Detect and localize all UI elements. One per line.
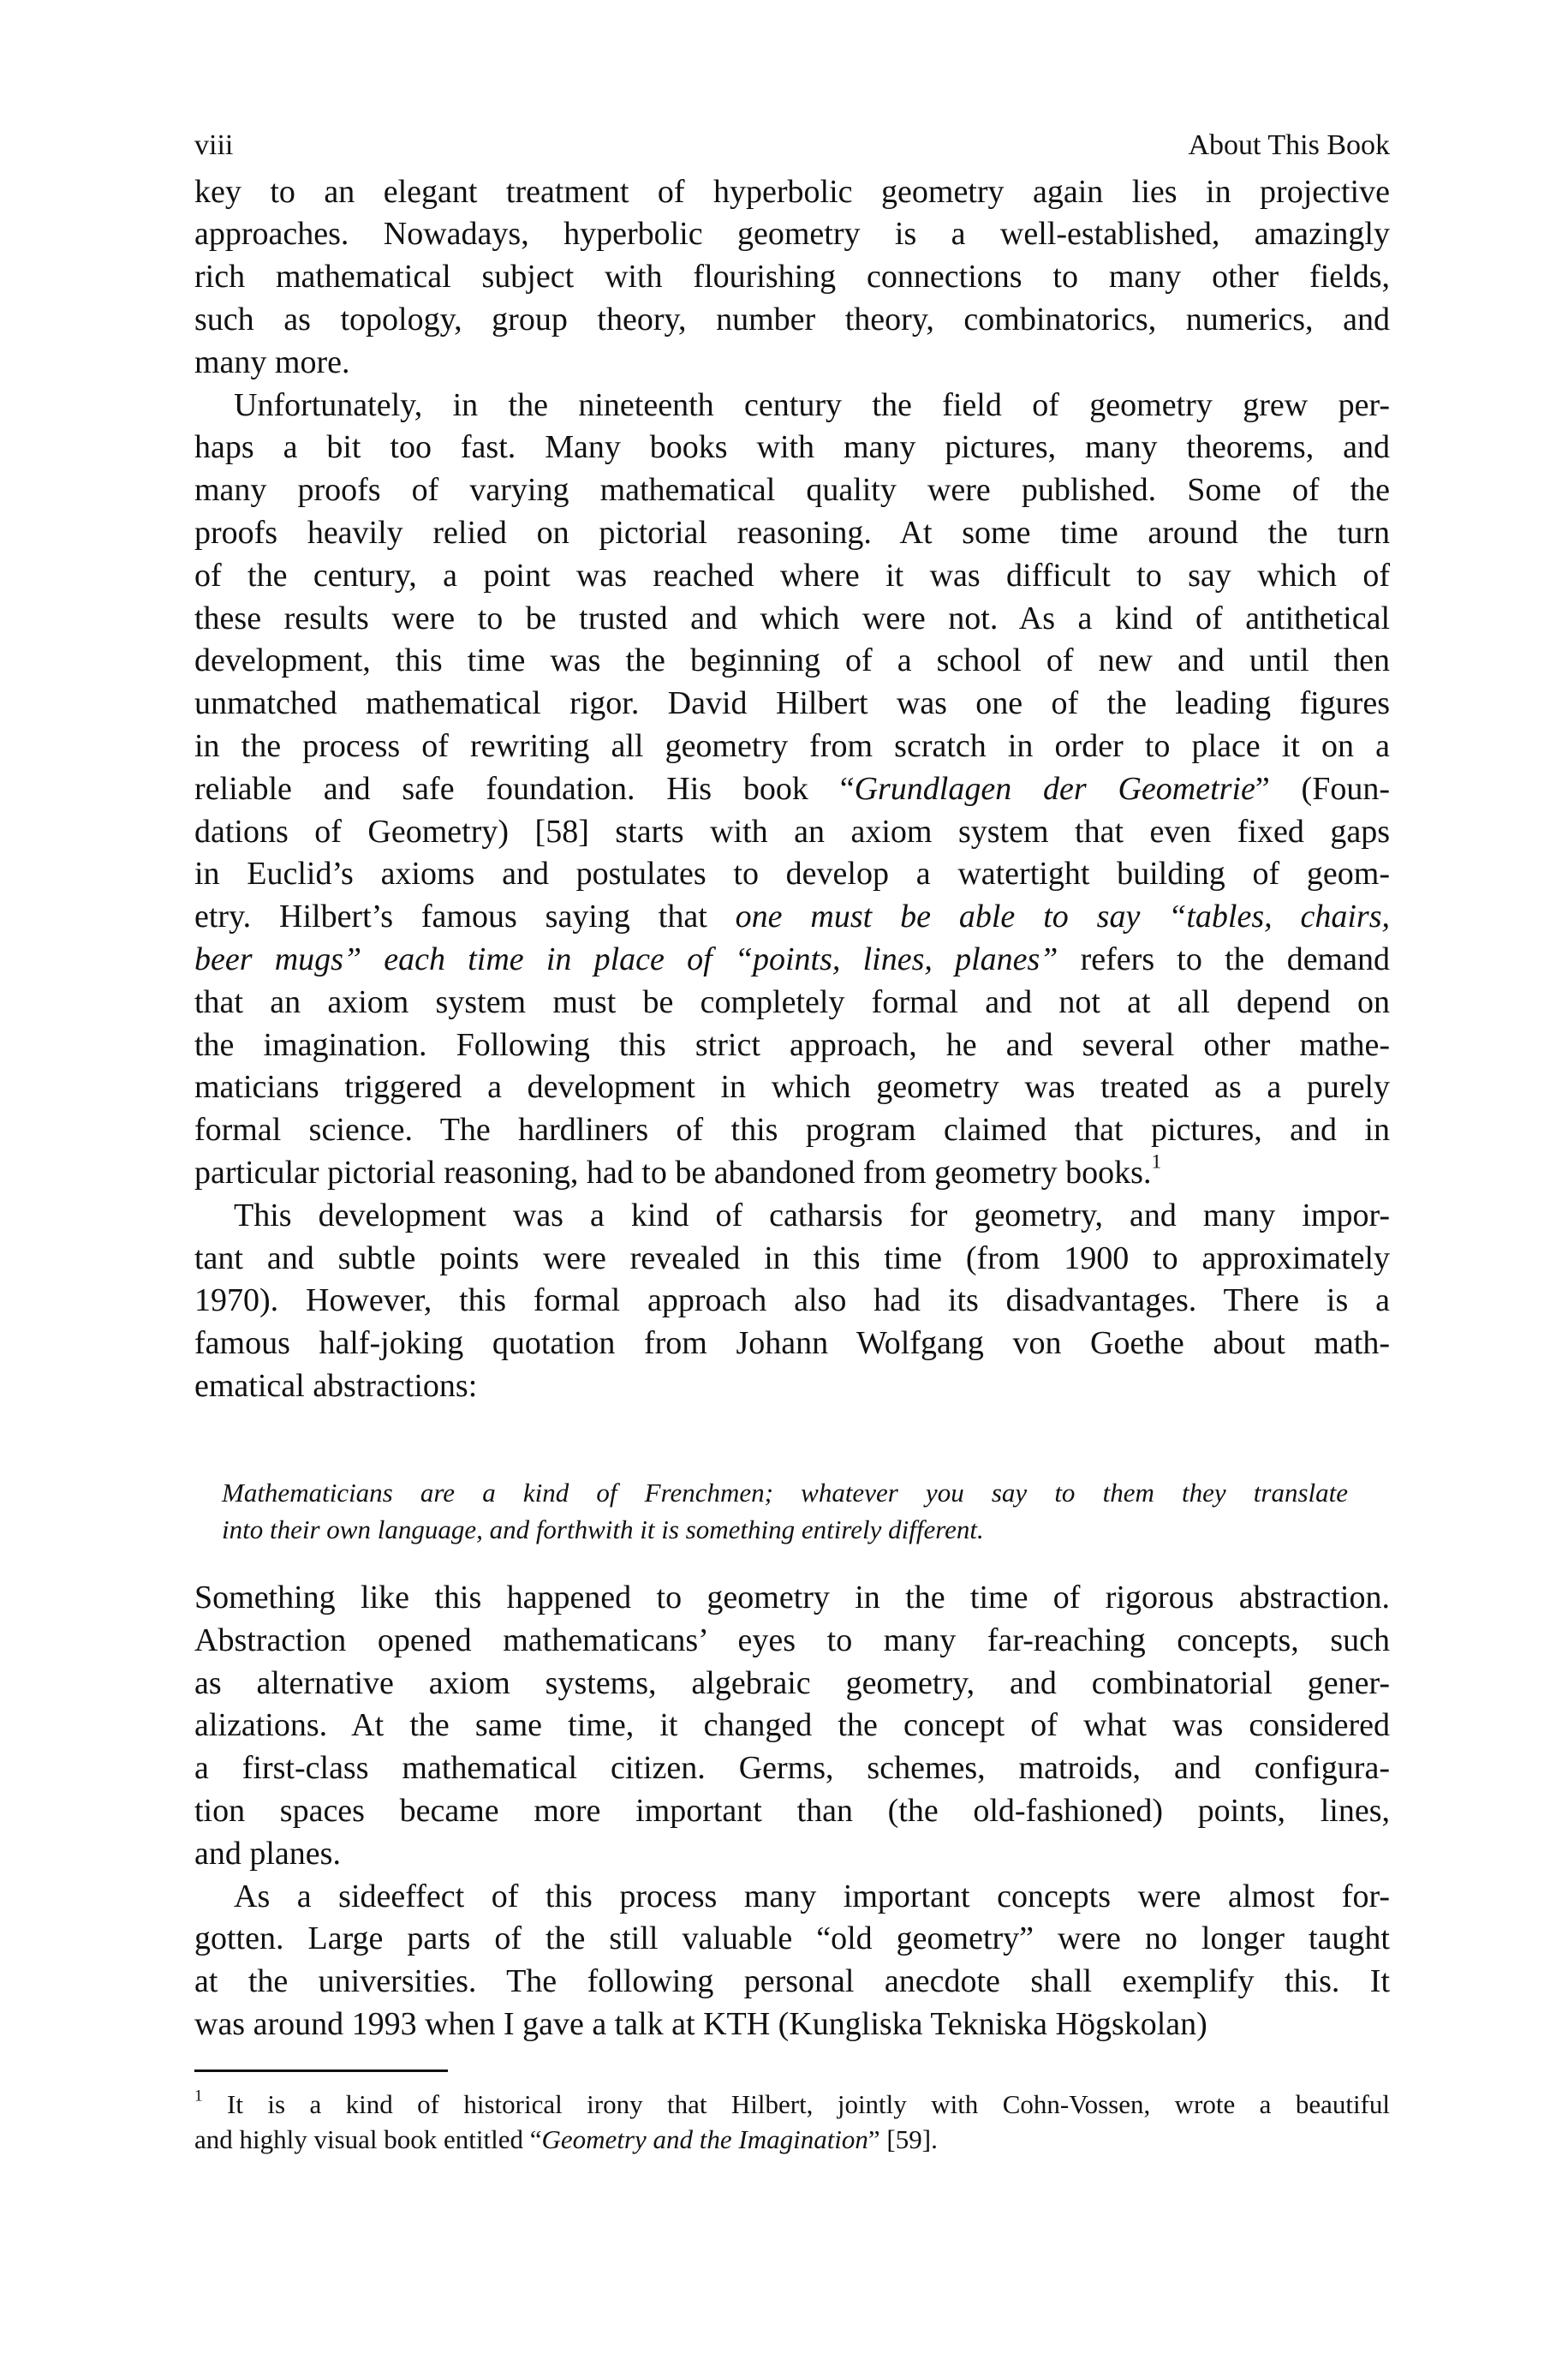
italic-text: beer mugs” each time in place of “points, lines, planes” <box>194 941 1058 977</box>
text-line <box>194 1322 1390 1365</box>
text-line <box>194 1747 1390 1789</box>
text-run: development, this time was the beginning of a school of new and until then <box>194 642 1390 679</box>
text-run: As a sideeffect of this process many important concepts were almost for- <box>234 1878 1390 1914</box>
text-run: at the universities. The following personal anecdote shall exemplify this. It <box>194 1963 1390 2000</box>
text-run: maticians triggered a development in which geometry was treated as a purely <box>194 1069 1390 1106</box>
text-run: ” (Foun- <box>1255 770 1391 807</box>
text-run: proofs heavily relied on pictorial reasoning. At some time around the turn <box>194 514 1390 551</box>
text-line <box>194 469 1390 511</box>
text-run: rich mathematical subject with flourishing connections to many other fields, <box>194 259 1390 296</box>
text-line <box>194 426 1390 469</box>
footnote-line <box>194 2087 1390 2123</box>
text-line <box>194 2003 1390 2046</box>
italic-text: Geometry and the Imagination <box>541 2124 868 2154</box>
text-line <box>194 938 1390 981</box>
text-line <box>194 212 1390 255</box>
text-line <box>194 511 1390 554</box>
text-run: in Euclid’s axioms and postulates to develop a watertight building of geom- <box>194 856 1390 893</box>
running-head: About This Book <box>1188 129 1390 161</box>
text-line <box>234 1194 1390 1237</box>
text-line <box>194 1619 1390 1662</box>
text-run: key to an elegant treatment of hyperbolic geometry again lies in projective <box>194 173 1390 210</box>
text-line <box>194 1960 1390 2003</box>
text-run: in the process of rewriting all geometry from scratch in order to place it on a <box>194 727 1390 764</box>
text-line <box>194 981 1390 1024</box>
text-run: was around 1993 when I gave a talk at KTH (Kungliska Tekniska Högskolan) <box>194 2006 1207 2042</box>
text-run: tion spaces became more important than (the old-fashioned) points, lines, <box>194 1793 1390 1829</box>
quote-line: into their own language, and forthwith it is something entirely different. <box>222 1514 984 1544</box>
text-line <box>194 1279 1390 1322</box>
text-line <box>194 682 1390 725</box>
text-run: and highly visual book entitled “ <box>194 2124 542 2154</box>
page-number: viii <box>194 129 234 161</box>
text-line <box>194 597 1390 640</box>
text-line <box>194 1704 1390 1747</box>
text-line <box>194 341 1390 384</box>
text-run: of the century, a point was reached where it was difficult to say which of <box>194 557 1390 594</box>
text-run: alizations. At the same time, it changed the concept of what was considered <box>194 1707 1390 1744</box>
text-line <box>194 1066 1390 1108</box>
text-line <box>194 1108 1390 1151</box>
text-run: unmatched mathematical rigor. David Hilbert was one of the leading figures <box>194 685 1390 722</box>
text-run: gotten. Large parts of the still valuable “old geometry” were no longer taught <box>194 1920 1390 1957</box>
text-line <box>194 852 1390 895</box>
text-run: ” [59]. <box>867 2124 938 2154</box>
italic-text: one must be able to say “tables, chairs, <box>735 899 1391 935</box>
text-line <box>194 725 1390 767</box>
text-run: dations of Geometry) [58] starts with an axiom system that even fixed gaps <box>194 813 1390 850</box>
text-line <box>194 170 1390 213</box>
text-run: that an axiom system must be completely formal and not at all depend on <box>194 983 1390 1020</box>
text-run: a first-class mathematical citizen. Germs, schemes, matroids, and configura- <box>194 1750 1390 1787</box>
text-run: as alternative axiom systems, algebraic geometry, and combinatorial gener- <box>194 1664 1390 1701</box>
text-line <box>234 1875 1390 1918</box>
text-run: reliable and safe foundation. His book “ <box>194 770 855 807</box>
footnote-line <box>194 2122 1390 2158</box>
quote-line: Mathematicians are a kind of Frenchmen; whatever you say to them they translate <box>222 1478 1348 1508</box>
text-run: ematical abstractions: <box>194 1367 478 1404</box>
text-run: This development was a kind of catharsis for geometry, and many impor- <box>234 1197 1390 1233</box>
text-line <box>194 1024 1390 1066</box>
text-run: Abstraction opened mathematicans’ eyes to many far-reaching concepts, such <box>194 1621 1390 1658</box>
text-line <box>194 1789 1390 1832</box>
footnote-marker: 1 <box>1151 1150 1162 1174</box>
text-run: refers to the demand <box>1058 941 1390 977</box>
text-run: tant and subtle points were revealed in this time (from 1900 to approximately <box>194 1239 1390 1276</box>
text-line <box>194 255 1390 298</box>
text-line <box>194 298 1390 341</box>
footnote-marker: 1 <box>194 2087 203 2105</box>
text-line <box>234 384 1390 427</box>
text-run: haps a bit too fast. Many books with many pictures, many theorems, and <box>194 429 1390 466</box>
text-run: many proofs of varying mathematical quality were published. Some of the <box>194 472 1390 509</box>
text-line <box>194 639 1390 682</box>
text-line <box>194 1832 1390 1875</box>
text-line <box>194 767 1390 810</box>
text-run: and planes. <box>194 1835 341 1872</box>
text-line <box>194 1365 1390 1407</box>
text-run: Something like this happened to geometry in the time of rigorous abstraction. <box>194 1580 1390 1616</box>
footnote-rule <box>194 2069 448 2072</box>
text-line <box>194 554 1390 597</box>
text-run: many more. <box>194 343 350 380</box>
text-run: Unfortunately, in the nineteenth century the field of geometry grew per- <box>234 386 1390 423</box>
text-line <box>194 895 1390 938</box>
text-line <box>194 1576 1390 1619</box>
text-line <box>194 1237 1390 1280</box>
text-run: famous half-joking quotation from Johann Wolfgang von Goethe about math- <box>194 1325 1390 1362</box>
text-run: approaches. Nowadays, hyperbolic geometry is a well-established, amazingly <box>194 216 1390 253</box>
text-line <box>194 1917 1390 1960</box>
italic-text: Grundlagen der Geometrie <box>854 770 1255 807</box>
text-run: formal science. The hardliners of this program claimed that pictures, and in <box>194 1112 1390 1149</box>
text-run: particular pictorial reasoning, had to be abandoned from geometry books. <box>194 1154 1152 1191</box>
text-run: It is a kind of historical irony that Hilbert, jointly with Cohn-Vossen, wrote a beautiful <box>202 2089 1390 2119</box>
text-line <box>194 1151 1390 1194</box>
text-run: these results were to be trusted and which were not. As a kind of antithetical <box>194 600 1390 636</box>
text-run: the imagination. Following this strict approach, he and several other mathe- <box>194 1026 1390 1063</box>
text-run: 1970). However, this formal approach also had its disadvantages. There is a <box>194 1282 1390 1319</box>
text-line <box>194 810 1390 853</box>
text-run: such as topology, group theory, number theory, combinatorics, numerics, and <box>194 301 1390 337</box>
text-run: etry. Hilbert’s famous saying that <box>194 899 736 935</box>
text-line <box>194 1662 1390 1705</box>
